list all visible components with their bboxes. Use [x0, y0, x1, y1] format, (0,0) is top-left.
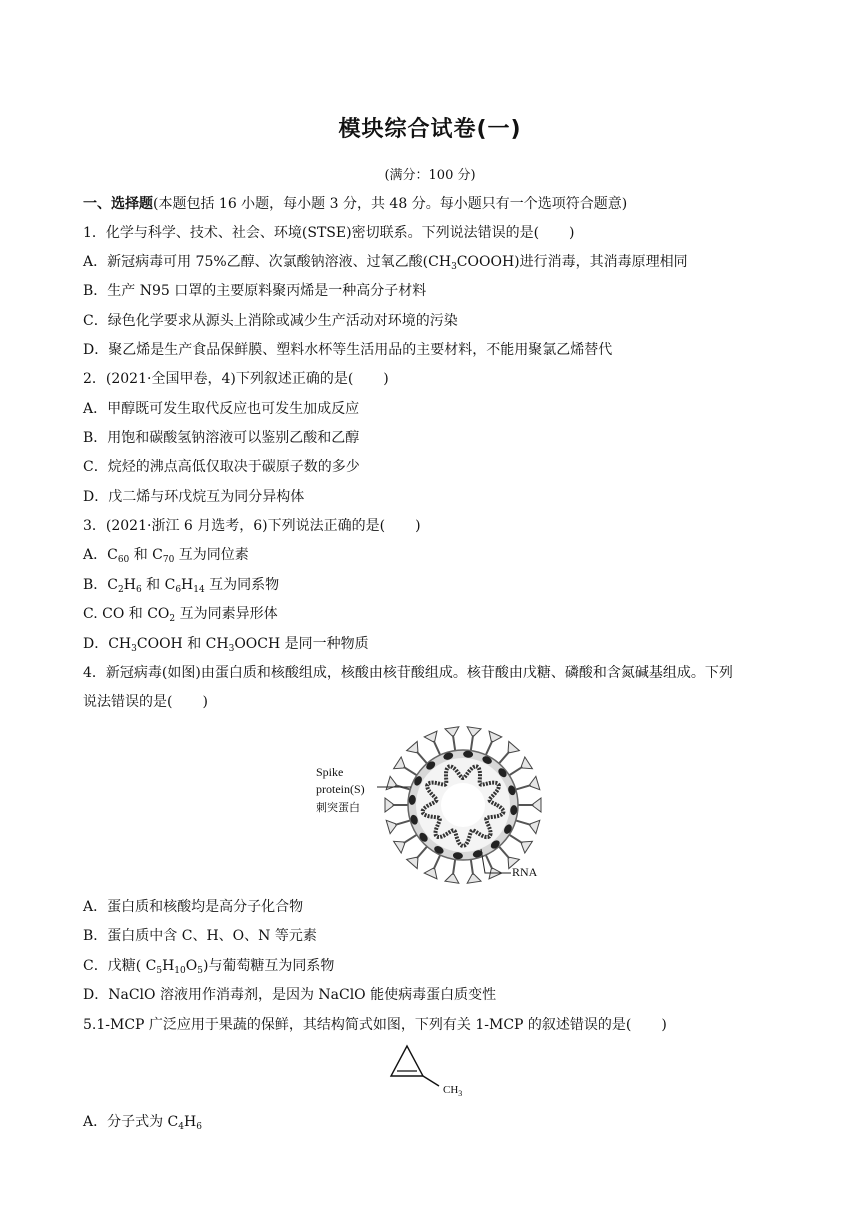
q3-stem: 3．(2021·浙江 6 月选考，6)下列说法正确的是( ) [83, 518, 421, 534]
page-title: 模块综合试卷(一) [338, 117, 522, 142]
spike-protein [385, 798, 393, 812]
spike-label: Spike [316, 765, 344, 779]
spike-protein [533, 798, 541, 812]
rna-label: RNA [512, 865, 538, 879]
q1-option-b: B．生产 N95 口罩的主要原料聚丙烯是一种高分子材料 [83, 283, 427, 299]
spike-protein [489, 868, 502, 879]
spike-protein [508, 741, 519, 752]
section-heading [83, 194, 627, 214]
q5-option-a: A．分子式为 $C_4H_6$ [83, 1114, 202, 1132]
virus-figure [315, 725, 545, 893]
spike-protein [394, 757, 405, 769]
q4-option-d: D．NaClO 溶液用作消毒剂，是因为 NaClO 能使病毒蛋白质变性 [83, 987, 497, 1003]
q3-option-d: D．$CH_3COOH$ 和 $CH_3OOCH$ 是同一种物质 [83, 636, 369, 654]
spike-protein [467, 874, 481, 883]
q2-stem: 2．(2021·全国甲卷，4)下列叙述正确的是( ) [83, 371, 389, 387]
ch3-label: $CH_3$ [443, 1084, 463, 1098]
spike-protein [386, 776, 396, 789]
spike-protein [424, 868, 437, 879]
q2-option-a: A．甲醇既可发生取代反应也可发生加成反应 [83, 401, 360, 417]
q2-option-d: D．戊二烯与环戊烷互为同分异构体 [83, 489, 305, 505]
q2-option-b: B．用饱和碳酸氢钠溶液可以鉴别乙酸和乙醇 [83, 430, 360, 446]
spike-protein [467, 727, 481, 736]
q4-stem-line2: 说法错误的是( ) [83, 694, 208, 710]
section-title: 一、选择题 [83, 196, 153, 212]
spike-protein [424, 731, 437, 742]
spike-protein [530, 820, 540, 833]
q1-option-c: C．绿色化学要求从源头上消除或减少生产活动对环境的污染 [83, 313, 458, 329]
spike-protein [386, 820, 396, 833]
section-desc: (本题包括 16 小题，每小题 3 分，共 48 分。每小题只有一个选项符合题意) [153, 196, 628, 212]
spike-protein-cn-label: 刺突蛋白 [316, 801, 360, 814]
protein-label: protein(S) [316, 782, 365, 796]
q4-option-b: B．蛋白质中含 C、H、O、N 等元素 [83, 928, 317, 944]
q5-stem: 5.1-MCP 广泛应用于果蔬的保鲜，其结构简式如图，下列有关 1-MCP 的叙述错误的是( ) [83, 1017, 667, 1033]
spike-protein [489, 731, 502, 742]
q3-option-c: C. CO 和 $CO_2$ 互为同素异形体 [83, 606, 278, 624]
spike-protein [521, 841, 532, 853]
q1-stem: 1．化学与科学、技术、社会、环境(STSE)密切联系。下列说法错误的是( ) [83, 225, 575, 241]
spike-protein [445, 727, 459, 736]
spike-protein [530, 776, 540, 789]
q3-option-a: A．$C_{60}$ 和 $C_{70}$ 互为同位素 [83, 547, 249, 565]
spike-protein [445, 874, 459, 883]
spike-protein [394, 841, 405, 853]
q3-option-b: B．$C_2H_6$ 和 $C_6H_{14}$ 互为同系物 [83, 577, 280, 595]
q2-option-c: C．烷烃的沸点高低仅取决于碳原子数的多少 [83, 459, 360, 475]
cyclopropene-structure [385, 1040, 485, 1102]
core-highlight [441, 783, 485, 827]
q1-option-d: D．聚乙烯是生产食品保鲜膜、塑料水杯等生活用品的主要材料，不能用聚氯乙烯替代 [83, 342, 613, 358]
q4-option-a: A．蛋白质和核酸均是高分子化合物 [83, 899, 304, 915]
q1-option-a: A．新冠病毒可用 75%乙醇、次氯酸钠溶液、过氧乙酸$(CH_3COOOH)$进行消毒，其消毒原理相同 [83, 254, 688, 272]
mcp-structure-figure [385, 1040, 485, 1102]
spike-protein [407, 857, 418, 868]
spike-protein [521, 757, 532, 769]
q4-stem-line1: 4．新冠病毒(如图)由蛋白质和核酸组成，核酸由核苷酸组成。核苷酸由戊糖、磷酸和含氮碱基组成。下列 [83, 665, 733, 681]
q4-option-c: C．戊糖( $C_5H_{10}O_5$)与葡萄糖互为同系物 [83, 958, 335, 976]
spike-protein [407, 741, 418, 752]
score-note: (满分：100 分) [384, 168, 476, 183]
